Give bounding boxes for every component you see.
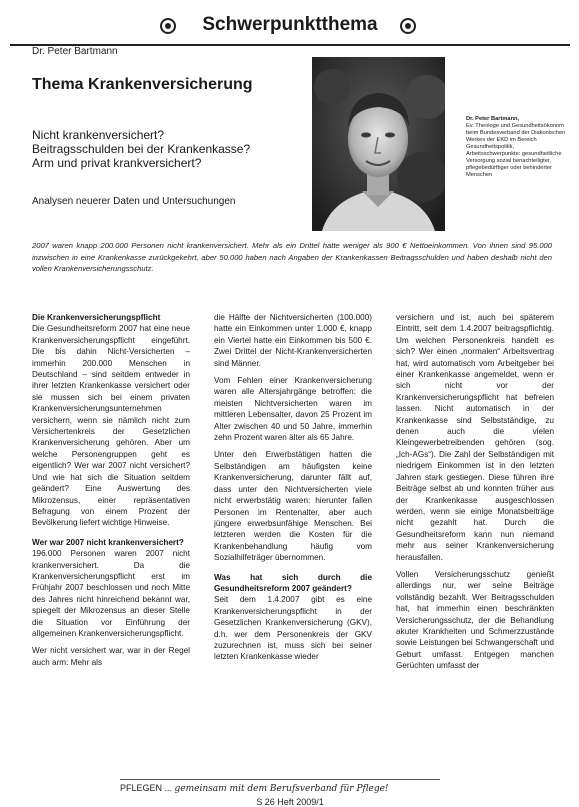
paragraph: Unter den Erwerbstätigen hatten die Selbständigen am häufigsten keine Krankenversicherung, darunter fällt auf, dass unter den Nichtversicherten viele nicht erwerbstätig waren: hierunter fallen Personen im Rentenalter, aber auch jüngere erwerbsunfähige Menschen. Bei letzteren werden die Kosten für die Krankenbehandlung häufig vom Sozialhilfeträger übernommen. <box>214 450 372 563</box>
swirl-icon-right <box>400 18 416 34</box>
paragraph: Seit dem 1.4.2007 gibt es eine Krankenversicherungspflicht in der Gesetzlichen Krankenversicherung (GKV), d.h. wer dem Personenkreis der GKV zuzurechnen ist, muss sich bei seiner letzten Krankenkasse wieder <box>214 595 372 662</box>
lead-questions <box>32 128 307 170</box>
article-subtitle: Analysen neuerer Daten und Untersuchungen <box>32 196 236 207</box>
caption-name: Dr. Peter Bartmann, <box>466 116 520 122</box>
footer-rule <box>120 779 440 780</box>
lead-question: Nicht krankenversichert? <box>32 128 165 142</box>
paragraph: die Hälfte der Nichtversicherten (100.000) hatte ein Einkommen unter 1.000 €, knapp ein Viertel hatte ein Einkommen bis 500 €. Zwei Drittel der Nicht-Krankenversicherten sind Männer. <box>214 313 372 368</box>
section-title: Schwerpunktthema <box>202 14 378 35</box>
lead-question: Beitragsschulden bei der Krankenkasse? <box>32 142 251 156</box>
text-column-2 <box>214 312 372 772</box>
author-portrait <box>312 57 445 231</box>
photo-caption <box>466 116 566 179</box>
section-heading: Die Krankenversicherungspflicht <box>32 313 161 322</box>
article-author: Dr. Peter Bartmann <box>32 46 118 57</box>
paragraph: Vom Fehlen einer Krankenversicherung waren alle Altersjahrgänge betroffen: die meisten Nichtversicherten waren im mittleren Lebensalter, davon 25 Prozent im Alter zwischen 40 und 50 Jahre, immerhin zehn Prozent waren älter als 65 Jahre. <box>214 376 372 443</box>
author-photo <box>312 57 445 231</box>
paragraph: versichern und ist, auch bei späterem Eintritt, seit dem 1.4.2007 beitragspflichtig. Um welchen Personenkreis handelt es sich? Wer einen „normalen“ Arbeitsvertrag hat, wird automatisch vom Arbeitgeber bei einer Krankenkasse angemeldet, wenn er sich nicht vor der Krankenversicherungspflicht hat befreien lassen. Nicht automatisch in der Krankenkasse sind Selbstständige, zu denen auch die vielen Kleingewerbetreibenden gehören (sog. „Ich-AGs“). Die Zahl der Selbständigen mit niedrigem Einkommen ist in den letzten Jahren stark gestiegen. Diese führen ihre Beiträge selbst ab und konnten früher aus der Krankenkasse ausgeschlossen werden, wenn sie einige Monatsbeiträge nicht gezahlt hat. Durch die Gesundheitsreform kann nun niemand mehr aus seiner Krankenversicherung herausfallen. <box>396 313 554 562</box>
page-number: S 26 Heft 2009/1 <box>256 797 324 807</box>
section-header <box>10 8 570 46</box>
paragraph: Wer nicht versichert war, war in der Regel auch arm: Mehr als <box>32 646 190 667</box>
section-heading: Wer war 2007 nicht krankenversichert? <box>32 537 184 547</box>
footer-tagline: gemeinsam mit dem Berufsverband für Pflege! <box>174 784 389 794</box>
page-footer <box>120 783 460 807</box>
article-intro: 2007 waren knapp 200.000 Personen nicht krankenversichert. Mehr als ein Drittel hatte weniger als 900 € Nettoeinkommen. Von ihnen sind 95.000 inzwischen in eine Krankenkasse zurückgekehrt, aber 50.000 haben nach Angaben der Krankenkassen Beitragsschulden und haben deshalb nicht den vollen Krankenversicherungsschutz. <box>32 241 552 273</box>
lead-question: Arm und privat krankversichert? <box>32 156 202 170</box>
footer-label: PFLEGEN ... <box>120 783 173 793</box>
paragraph: 196.000 Personen waren 2007 nicht krankenversichert. Da die Krankenversicherungspflicht erst im Frühjahr 2007 beschlossen und noch Mitte des Jahres nicht hinreichend bekannt war, spiegelt der Mikrozensus an dieser Stelle die Situation vor Einführung der allgemeinen Krankenversicherungspflicht. <box>32 549 190 638</box>
section-heading: Was hat sich durch die Gesundheitsreform 2007 geändert? <box>214 572 372 593</box>
article-title: Thema Krankenversicherung <box>32 76 253 93</box>
paragraph: Vollen Versicherungsschutz genießt allerdings nur, wer seine Beiträge vollständig bezahlt. Wer Beitragsschulden hat, hat immerhin einen beschränkten Versicherungsschutz, der die Behandlung akuter Krankheiten und Schmerzzustände sowie Leistungen bei Schwangerschaft und Geburt umfasst. Entgegen manchen Gerüchten umfasst der <box>396 569 554 671</box>
paragraph: Die Gesundheitsreform 2007 hat eine neue Krankenversicherungspflicht eingeführt. Die bis dahin Nicht-Versicherten – immerhin 200.000 Menschen in Deutschland – sind seitdem entweder in ihrer letzten Krankenkasse versichert oder sie mussen sich bei einem privaten Krankenversicherungsunternehmen versichern, wenn sie nämlich nicht zum Versichertenkreis der Gesetzlichen Krankenversicherung gehören. Aber um welche Personengruppen geht es eigentlich? Wer war 2007 nicht versichert? Und wie hat sich die Situation seitdem geändert? Eine Auswertung des Mikrozensus, einer repräsentativen Befragung von einem Prozent der Bevölkerung liefert wichtige Hinweise. <box>32 324 190 528</box>
caption-text: Ev. Theologe und Gesundheitsökonom beim Bundesverband der Diakonischen Werkes der EKD im Bereich Gesundheitspolitik, Arbeitsschwerpunkte: gesundheitliche Versorgung sozial benachteiligter, pflegebedürftiger oder behinderter Menschen <box>466 123 566 178</box>
text-column-3 <box>396 312 554 772</box>
text-column-1 <box>32 312 190 772</box>
